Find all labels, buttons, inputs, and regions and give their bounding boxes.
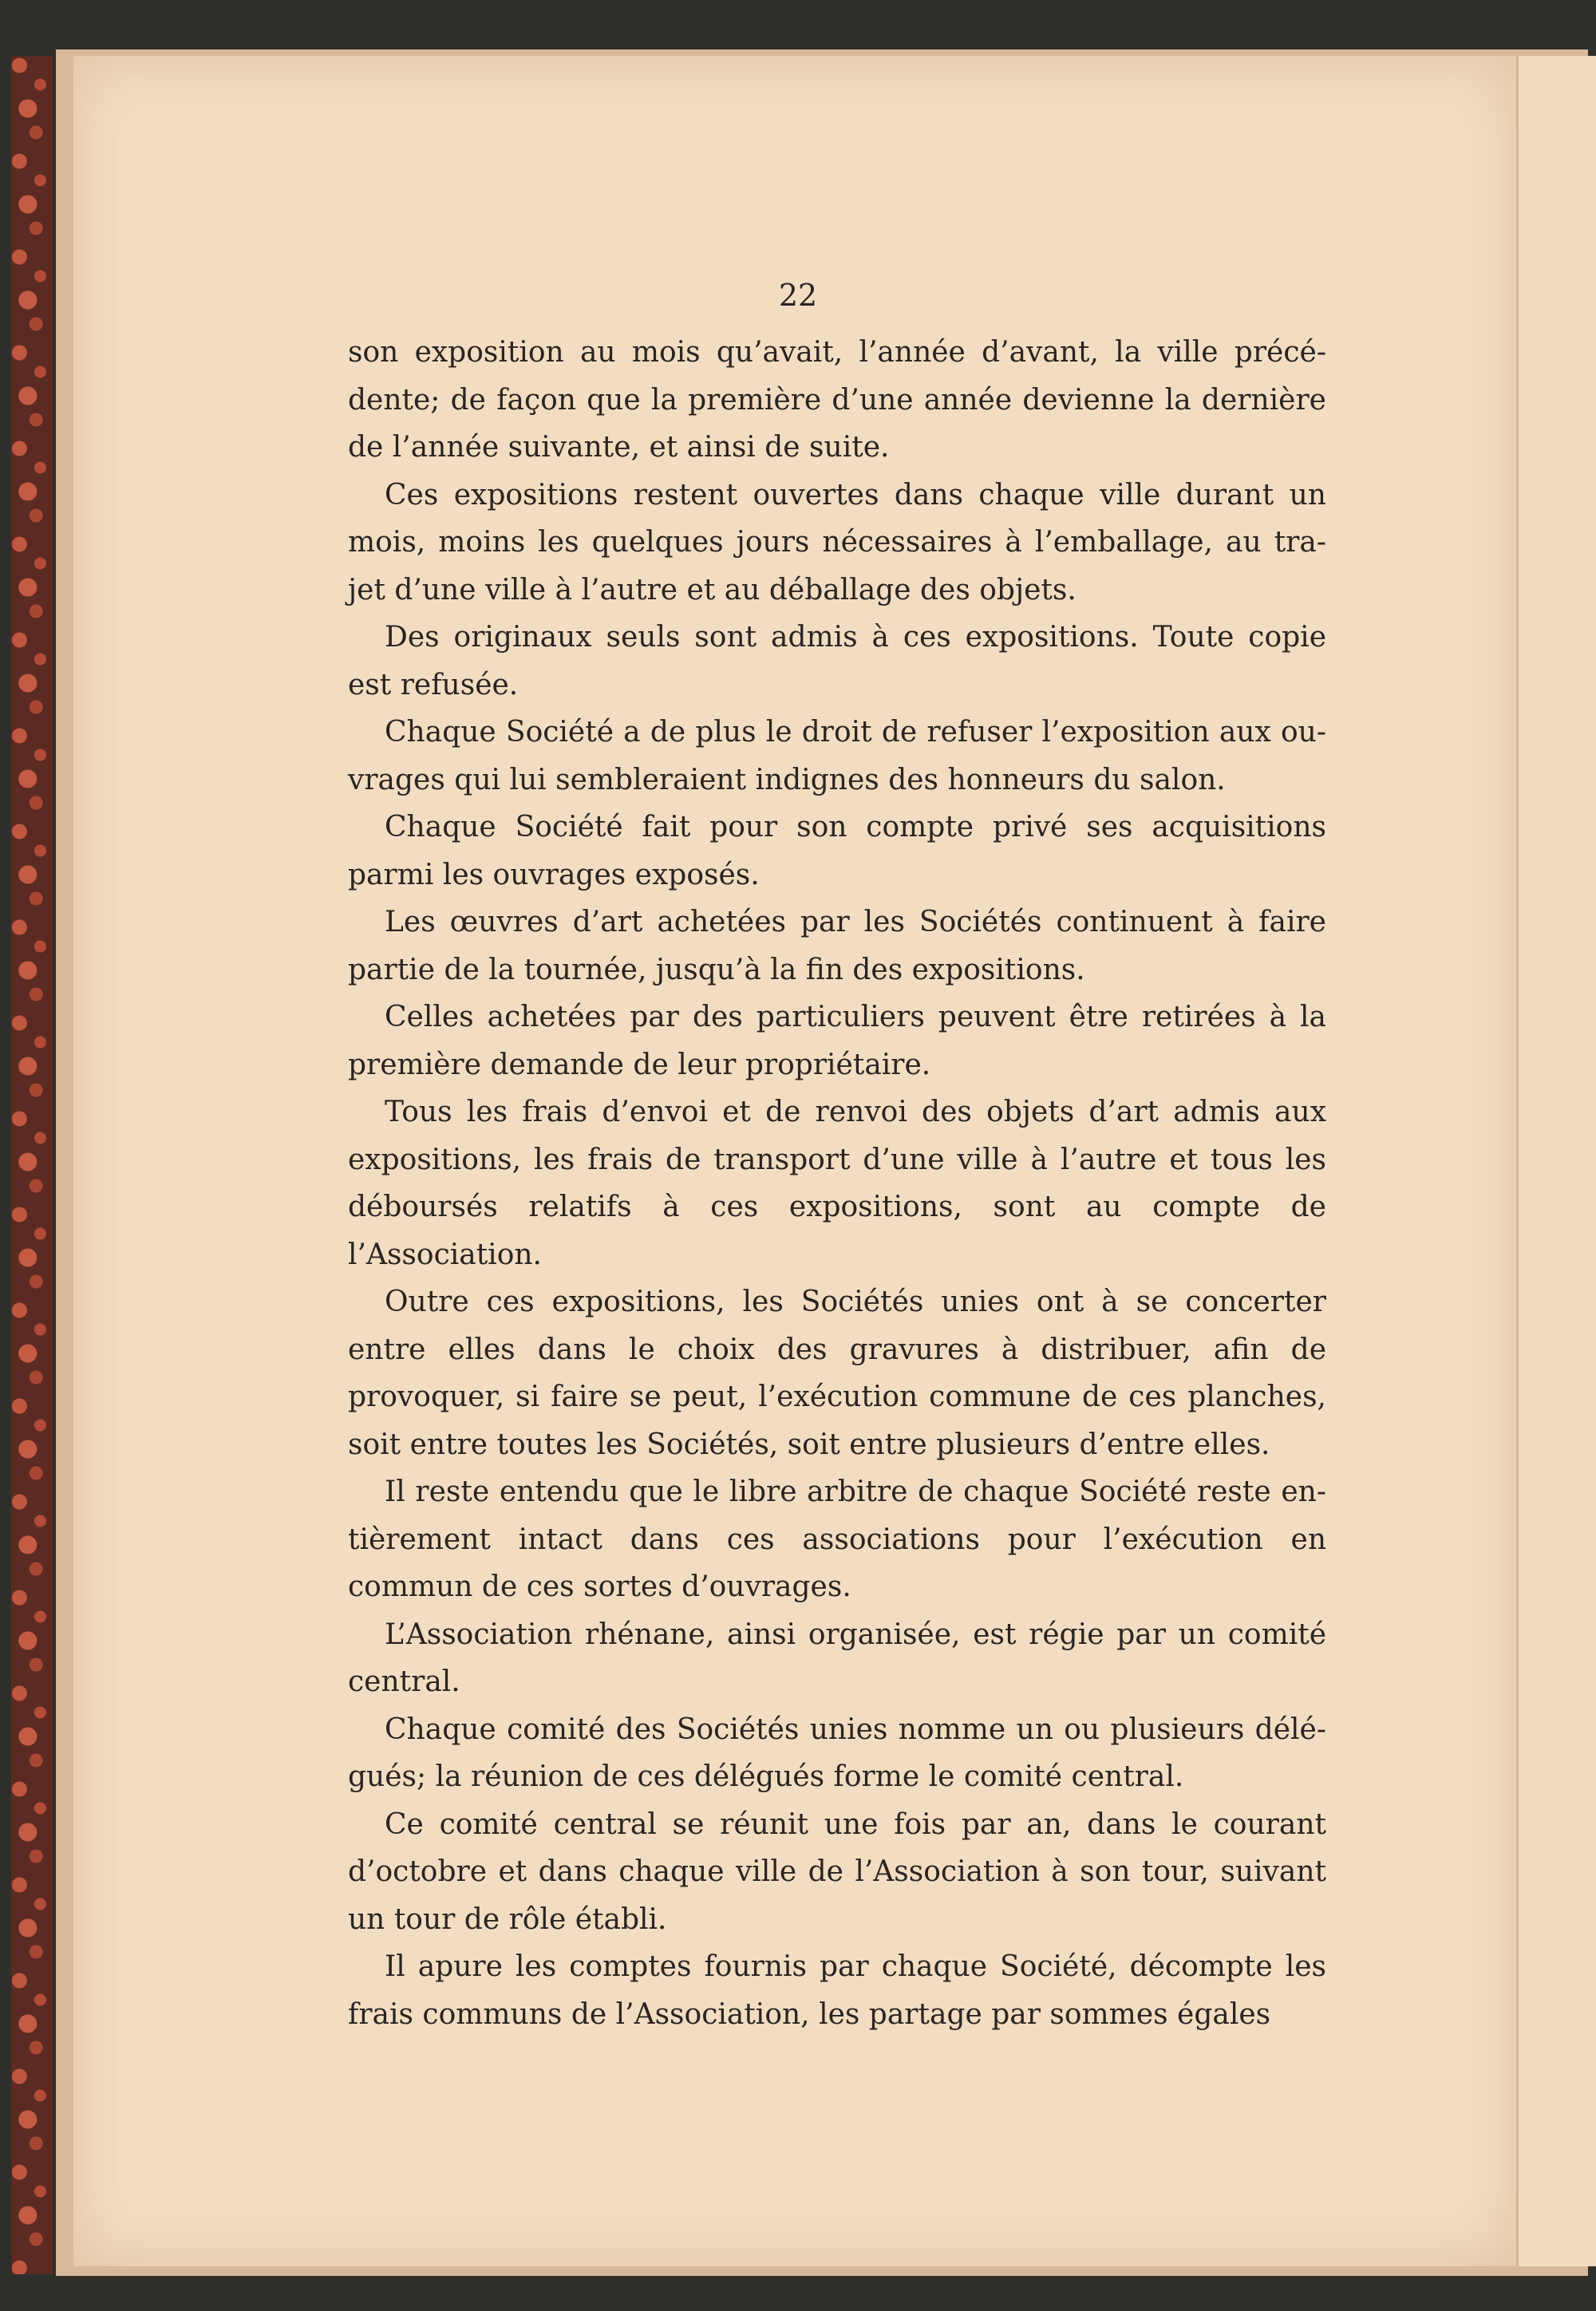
- paragraph: Ces expositions restent ouvertes dans chaque ville durant un mois, moins les quelques jours nécessaires à l’emballage, au tra-jet d’une ville à l’autre et au déballage des objets.: [348, 478, 1326, 606]
- paragraph: Il apure les comptes fournis par chaque Société, décompte les frais communs de l’Association, les partage par sommes égales: [348, 1950, 1326, 2031]
- paragraph: Ce comité central se réunit une fois par an, dans le courant d’octobre et dans chaque ville de l’Association à son tour, suivant un tour de rôle établi.: [348, 1807, 1326, 1936]
- paragraph: Celles achetées par des particuliers peuvent être retirées à la première demande de leur propriétaire.: [348, 1001, 1326, 1081]
- paragraph: Tous les frais d’envoi et de renvoi des objets d’art admis aux expositions, les frais de transport d’une ville à l’autre et tous les déboursés relatifs à ces expositions, sont au compte de l’Association.: [348, 1096, 1326, 1271]
- paragraph: Des originaux seuls sont admis à ces expositions. Toute copie est refusée.: [348, 621, 1326, 701]
- paragraph: Chaque Société a de plus le droit de refuser l’exposition aux ou-vrages qui lui sembleraient indignes des honneurs du salon.: [348, 716, 1326, 796]
- paragraph: Outre ces expositions, les Sociétés unies ont à se concerter entre elles dans le choix des gravures à distribuer, afin de provoquer, si faire se peut, l’exécution commune de ces planches, soit entre toutes les Sociétés, soit entre plusieurs d’entre elles.: [348, 1286, 1326, 1461]
- body-text: [348, 329, 1326, 2038]
- paragraph: L’Association rhénane, ainsi organisée, est régie par un comité central.: [348, 1618, 1326, 1698]
- paragraph: son exposition au mois qu’avait, l’année d’avant, la ville précé-dente; de façon que la première d’une année devienne la dernière de l’année suivante, et ainsi de suite.: [348, 336, 1326, 464]
- book-spine: [11, 56, 53, 2274]
- paragraph: Il reste entendu que le libre arbitre de chaque Société reste en-tièrement intact dans ces associations pour l’exécution en commun de ces sortes d’ouvrages.: [348, 1475, 1326, 1603]
- facing-page-edge: [1516, 56, 1596, 2266]
- paragraph: Chaque comité des Sociétés unies nomme un ou plusieurs délé-gués; la réunion de ces délégués forme le comité central.: [348, 1713, 1326, 1793]
- paragraph: Chaque Société fait pour son compte privé ses acquisitions parmi les ouvrages exposés.: [348, 811, 1326, 891]
- paragraph: Les œuvres d’art achetées par les Sociétés continuent à faire partie de la tournée, jusqu’à la fin des expositions.: [348, 906, 1326, 986]
- page-number: 22: [778, 278, 818, 313]
